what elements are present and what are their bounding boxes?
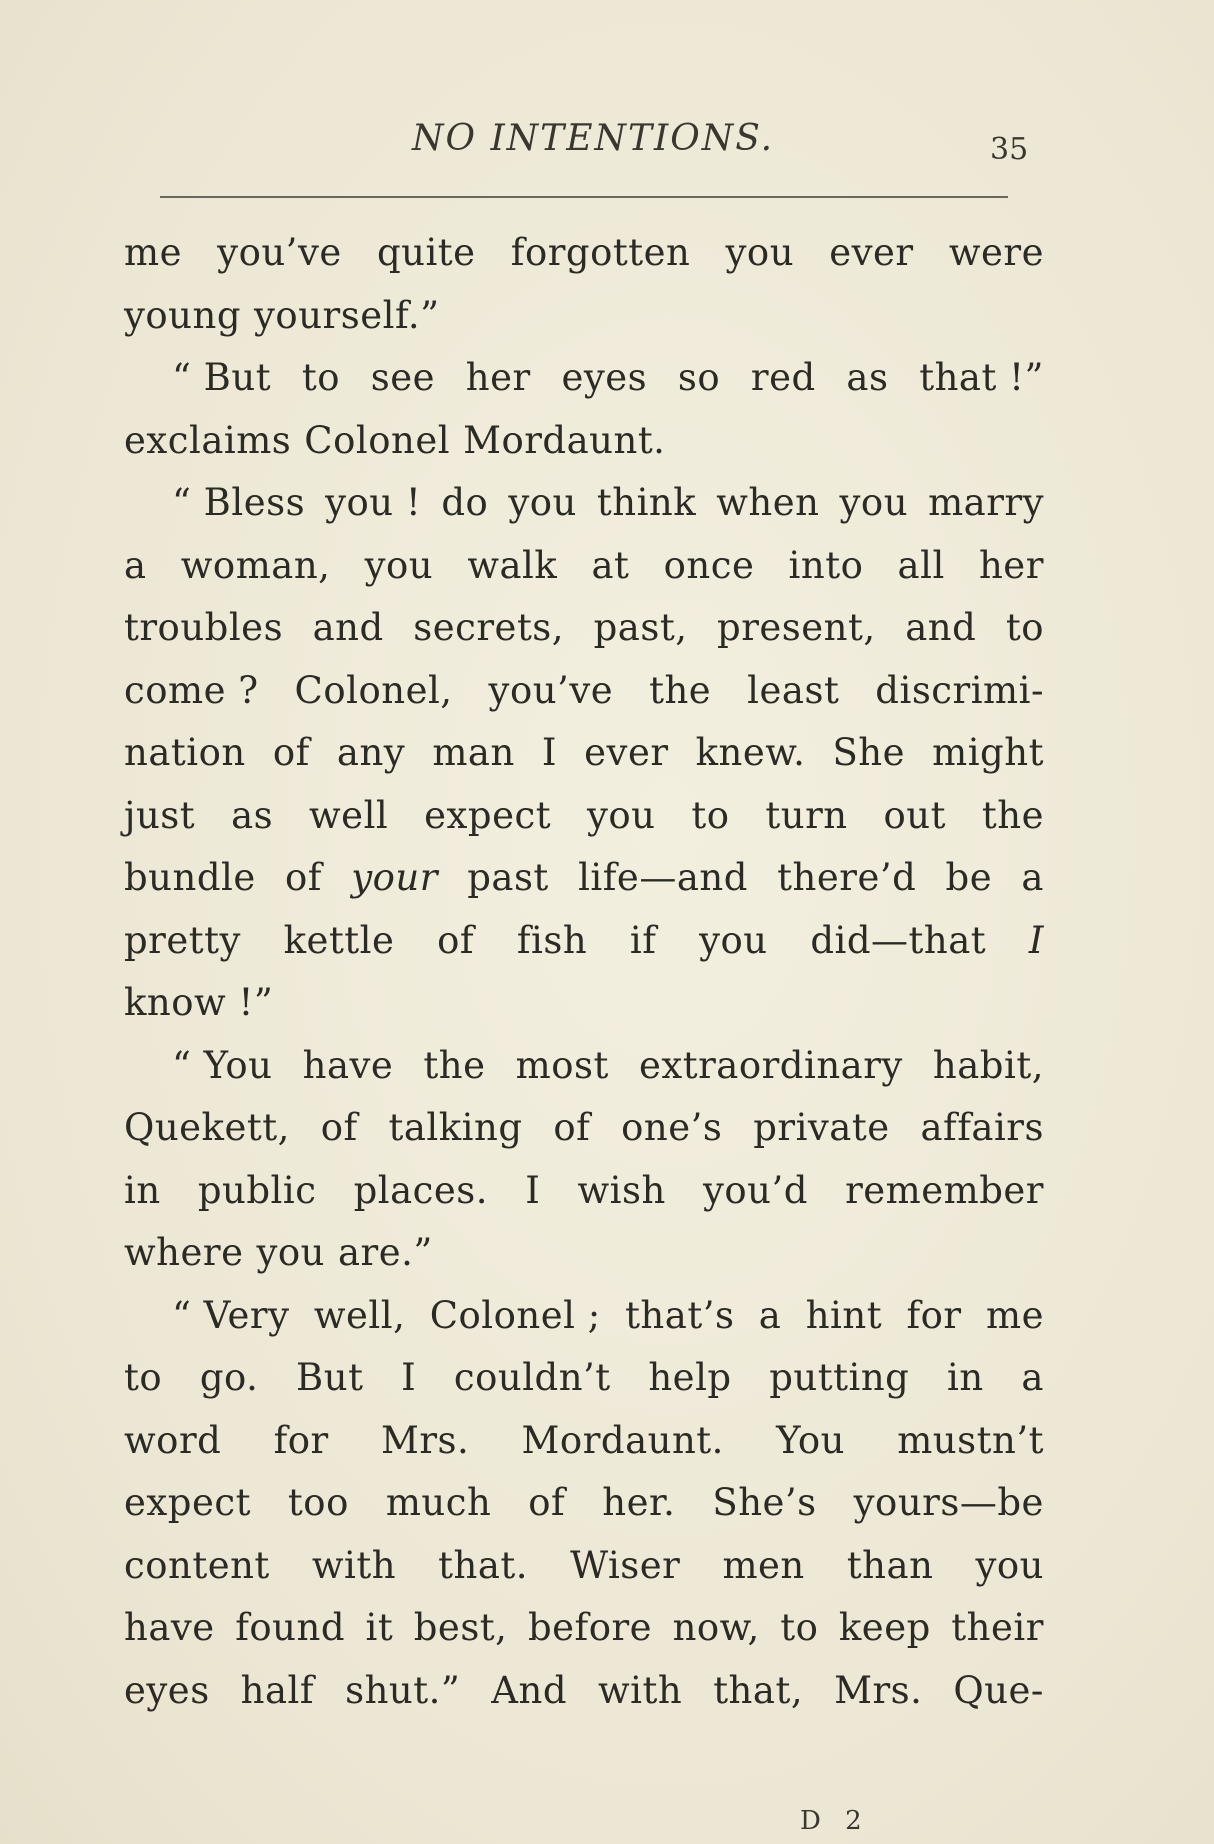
word: you xyxy=(364,543,434,587)
word: ever xyxy=(829,231,914,274)
word: quite xyxy=(376,231,476,274)
word: when xyxy=(716,481,820,524)
word: you’d xyxy=(702,1168,808,1212)
word: at xyxy=(591,543,630,587)
word: were xyxy=(948,231,1044,274)
word: “ Very xyxy=(172,1293,290,1337)
word: you xyxy=(699,918,768,962)
body-text xyxy=(124,222,1044,1722)
word: so xyxy=(677,356,721,399)
word: Wiser xyxy=(570,1543,681,1587)
word: eyes xyxy=(561,356,648,399)
word: Colonel, xyxy=(294,668,453,712)
word: extraordinary xyxy=(638,1043,903,1087)
word: come ? xyxy=(124,668,259,712)
word: public xyxy=(197,1168,317,1212)
word: best, xyxy=(413,1606,508,1649)
word: there’d xyxy=(777,856,917,899)
word: Quekett, xyxy=(124,1106,290,1149)
word: for xyxy=(906,1293,962,1337)
word: Que- xyxy=(953,1668,1044,1712)
text-line xyxy=(124,410,1044,473)
word: a xyxy=(1021,856,1044,899)
word: Colonel xyxy=(304,418,451,462)
word: I xyxy=(401,1356,417,1399)
word: a xyxy=(758,1293,782,1337)
text-line xyxy=(124,1285,1044,1348)
word: ever xyxy=(584,731,669,774)
word: for xyxy=(273,1418,329,1462)
text-line xyxy=(124,722,1044,785)
text-line xyxy=(124,1535,1044,1598)
word: nation xyxy=(124,731,246,774)
word: walk xyxy=(467,543,558,587)
word: life—and xyxy=(578,856,748,899)
word: of xyxy=(553,1106,591,1149)
text-line xyxy=(124,1222,1044,1285)
word: much xyxy=(385,1481,492,1524)
running-title: NO INTENTIONS. xyxy=(412,118,775,159)
word: you xyxy=(839,481,909,524)
word: affairs xyxy=(920,1106,1044,1149)
word: couldn’t xyxy=(453,1356,611,1399)
word: you xyxy=(725,231,795,274)
text-line xyxy=(124,347,1044,410)
word: habit, xyxy=(932,1043,1044,1087)
word: pretty xyxy=(124,918,241,962)
word: as xyxy=(846,356,889,399)
text-line xyxy=(124,1160,1044,1223)
text-line xyxy=(124,847,1044,910)
word: where xyxy=(124,1231,244,1274)
word: just xyxy=(124,793,196,837)
text-line xyxy=(124,1035,1044,1098)
word: secrets, xyxy=(413,606,565,649)
word: forgotten xyxy=(510,231,691,274)
word: than xyxy=(846,1543,934,1587)
word: hint xyxy=(805,1293,883,1337)
word: You xyxy=(776,1418,845,1462)
word: word xyxy=(124,1418,222,1462)
word: Colonel ; xyxy=(429,1293,601,1337)
word: have xyxy=(124,1606,215,1649)
word: expect xyxy=(124,1481,251,1524)
word: exclaims xyxy=(124,418,292,462)
word: that’s xyxy=(625,1293,735,1337)
word: And xyxy=(491,1668,568,1712)
word: Mrs. xyxy=(834,1668,923,1712)
word: turn xyxy=(765,793,848,837)
word: do xyxy=(441,481,489,524)
word: present, xyxy=(717,606,876,649)
word: She xyxy=(832,731,906,774)
word: are.” xyxy=(338,1231,433,1274)
word: the xyxy=(981,793,1044,837)
word: you xyxy=(975,1543,1044,1587)
word: kettle xyxy=(283,918,395,962)
text-line xyxy=(124,285,1044,348)
word: bundle xyxy=(124,856,256,899)
word: you xyxy=(508,481,577,524)
word: and xyxy=(312,606,384,649)
word: go. xyxy=(199,1356,259,1399)
word: you’ve xyxy=(488,668,614,712)
word: any xyxy=(336,731,406,774)
word: the xyxy=(649,668,712,712)
word: keep xyxy=(838,1606,931,1649)
word: marry xyxy=(928,481,1044,524)
word: least xyxy=(747,668,840,712)
text-line xyxy=(124,597,1044,660)
word: I xyxy=(1028,918,1044,962)
word: to xyxy=(1005,606,1044,649)
word: of xyxy=(285,856,322,899)
word: past xyxy=(467,856,549,899)
word: you ! xyxy=(325,481,422,524)
word: did—that xyxy=(810,918,987,962)
word: talking xyxy=(388,1106,523,1149)
word: that !” xyxy=(919,356,1044,399)
word: you’ve xyxy=(217,231,342,274)
text-line xyxy=(124,1472,1044,1535)
word: woman, xyxy=(180,543,331,587)
text-line xyxy=(124,1097,1044,1160)
page-number: 35 xyxy=(990,132,1029,167)
word: to xyxy=(301,356,340,399)
word: of xyxy=(437,918,475,962)
word: think xyxy=(596,481,697,524)
text-line xyxy=(124,1597,1044,1660)
word: of xyxy=(528,1481,566,1524)
word: young xyxy=(124,293,242,337)
word: with xyxy=(598,1668,683,1712)
word: discrimi- xyxy=(875,668,1044,712)
word: “ But xyxy=(172,356,272,399)
word: past, xyxy=(593,606,688,649)
word: most xyxy=(515,1043,609,1087)
word: Mordaunt. xyxy=(521,1418,724,1462)
word: it xyxy=(365,1606,394,1649)
text-line xyxy=(124,910,1044,973)
word: if xyxy=(629,918,657,962)
word: found xyxy=(235,1606,346,1649)
word: that, xyxy=(713,1668,804,1712)
text-line xyxy=(124,1410,1044,1473)
word: your xyxy=(351,856,438,899)
word: shut.” xyxy=(345,1668,461,1712)
word: her xyxy=(978,543,1044,587)
word: Mrs. xyxy=(380,1418,470,1462)
text-line xyxy=(124,972,1044,1035)
word: me xyxy=(985,1293,1044,1337)
word: you xyxy=(586,793,656,837)
word: putting xyxy=(769,1356,910,1399)
word: eyes xyxy=(124,1668,210,1712)
word: well, xyxy=(313,1293,406,1337)
word: out xyxy=(883,793,946,837)
word: be xyxy=(945,856,993,899)
word: once xyxy=(663,543,755,587)
word: into xyxy=(788,543,864,587)
text-line xyxy=(124,785,1044,848)
word: men xyxy=(722,1543,805,1587)
word: to xyxy=(780,1606,819,1649)
word: knew. xyxy=(695,731,806,774)
word: half xyxy=(240,1668,315,1712)
word: of xyxy=(320,1106,358,1149)
word: yours—be xyxy=(853,1481,1044,1524)
word: a xyxy=(124,543,147,587)
text-line xyxy=(124,472,1044,535)
word: me xyxy=(124,231,182,274)
word: help xyxy=(648,1356,732,1399)
word: see xyxy=(370,356,436,399)
word: with xyxy=(311,1543,397,1587)
word: to xyxy=(124,1356,163,1399)
word: Mordaunt. xyxy=(463,418,666,462)
text-line xyxy=(124,222,1044,285)
word: I xyxy=(525,1168,541,1212)
word: But xyxy=(296,1356,364,1399)
word: the xyxy=(423,1043,486,1087)
word: might xyxy=(932,731,1044,774)
word: “ You xyxy=(172,1043,273,1087)
word: troubles xyxy=(124,606,284,649)
running-head xyxy=(0,118,1214,168)
word: too xyxy=(287,1481,349,1524)
text-line xyxy=(124,535,1044,598)
text-line xyxy=(124,660,1044,723)
word: expect xyxy=(424,793,552,837)
word: of xyxy=(272,731,310,774)
word: to xyxy=(691,793,730,837)
word: her. xyxy=(602,1481,676,1524)
word: wish xyxy=(577,1168,666,1212)
word: I xyxy=(541,731,558,774)
word: private xyxy=(753,1106,890,1149)
word: red xyxy=(750,356,816,399)
word: before xyxy=(527,1606,653,1649)
word: a xyxy=(1021,1356,1044,1399)
word: She’s xyxy=(712,1481,817,1524)
word: her xyxy=(465,356,531,399)
word: know !” xyxy=(124,981,274,1024)
word: well xyxy=(309,793,389,837)
word: in xyxy=(947,1356,984,1399)
word: remember xyxy=(845,1168,1044,1212)
word: places. xyxy=(353,1168,489,1212)
word: in xyxy=(124,1168,161,1212)
word: now, xyxy=(672,1606,760,1649)
word: yourself.” xyxy=(254,293,440,337)
header-rule xyxy=(160,196,1008,198)
word: and xyxy=(905,606,977,649)
word: all xyxy=(897,543,945,587)
word: one’s xyxy=(621,1106,723,1149)
word: have xyxy=(302,1043,394,1087)
word: as xyxy=(231,793,274,837)
word: “ Bless xyxy=(172,481,306,524)
word: that. xyxy=(438,1543,529,1587)
text-line xyxy=(124,1660,1044,1723)
word: you xyxy=(256,1231,325,1274)
word: fish xyxy=(516,918,588,962)
word: content xyxy=(124,1543,270,1587)
word: their xyxy=(951,1606,1044,1649)
word: man xyxy=(432,731,515,774)
word: mustn’t xyxy=(897,1418,1044,1462)
text-line xyxy=(124,1347,1044,1410)
signature-mark: D 2 xyxy=(800,1806,870,1836)
